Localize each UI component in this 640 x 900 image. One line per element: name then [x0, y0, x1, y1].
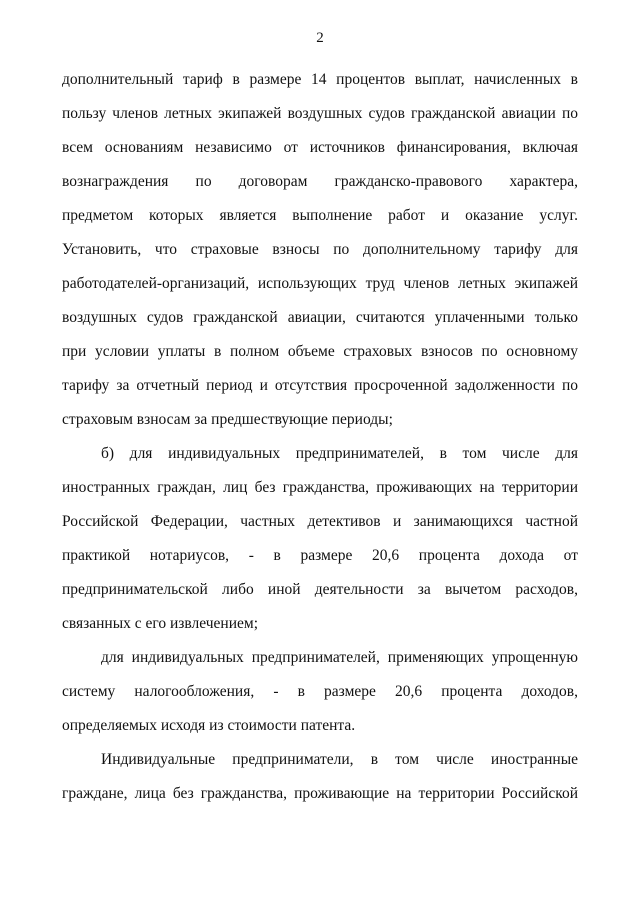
text-line: дополнительный тариф в размере 14 процентов выплат, начисленных в	[62, 71, 578, 88]
text-line: иностранных граждан, лиц без гражданства, проживающих на территории	[62, 479, 578, 496]
text-line: предпринимательской либо иной деятельности за вычетом расходов,	[62, 581, 578, 598]
text-line: всем основаниям независимо от источников финансирования, включая	[62, 139, 578, 156]
text-line: Установить, что страховые взносы по дополнительному тарифу для	[62, 241, 578, 258]
text-line: граждане, лица без гражданства, проживающие на территории Российской	[62, 785, 578, 802]
text-line: определяемых исходя из стоимости патента.	[62, 717, 356, 734]
text-line: Индивидуальные предприниматели, в том числе иностранные	[101, 751, 578, 768]
text-line: воздушных судов гражданской авиации, считаются уплаченными только	[62, 309, 578, 326]
text-line: связанных с его извлечением;	[62, 615, 259, 632]
text-line: Российской Федерации, частных детективов и занимающихся частной	[62, 513, 578, 530]
text-line: для индивидуальных предпринимателей, применяющих упрощенную	[101, 649, 578, 666]
text-line: тарифу за отчетный период и отсутствия просроченной задолженности по	[62, 377, 578, 394]
text-line: б) для индивидуальных предпринимателей, в том числе для	[101, 445, 578, 462]
text-line: пользу членов летных экипажей воздушных судов гражданской авиации по	[62, 105, 578, 122]
text-line: предметом которых является выполнение работ и оказание услуг.	[62, 207, 578, 224]
text-line: страховым взносам за предшествующие периоды;	[62, 411, 393, 428]
text-line: вознаграждения по договорам гражданско-правового характера,	[62, 173, 578, 190]
text-line: систему налогообложения, - в размере 20,6 процента доходов,	[62, 683, 578, 700]
text-line: практикой нотариусов, - в размере 20,6 процента дохода от	[62, 547, 578, 564]
text-line: при условии уплаты в полном объеме страховых взносов по основному	[62, 343, 578, 360]
page-number: 2	[316, 30, 324, 46]
text-line: работодателей-организаций, использующих труд членов летных экипажей	[62, 275, 578, 292]
